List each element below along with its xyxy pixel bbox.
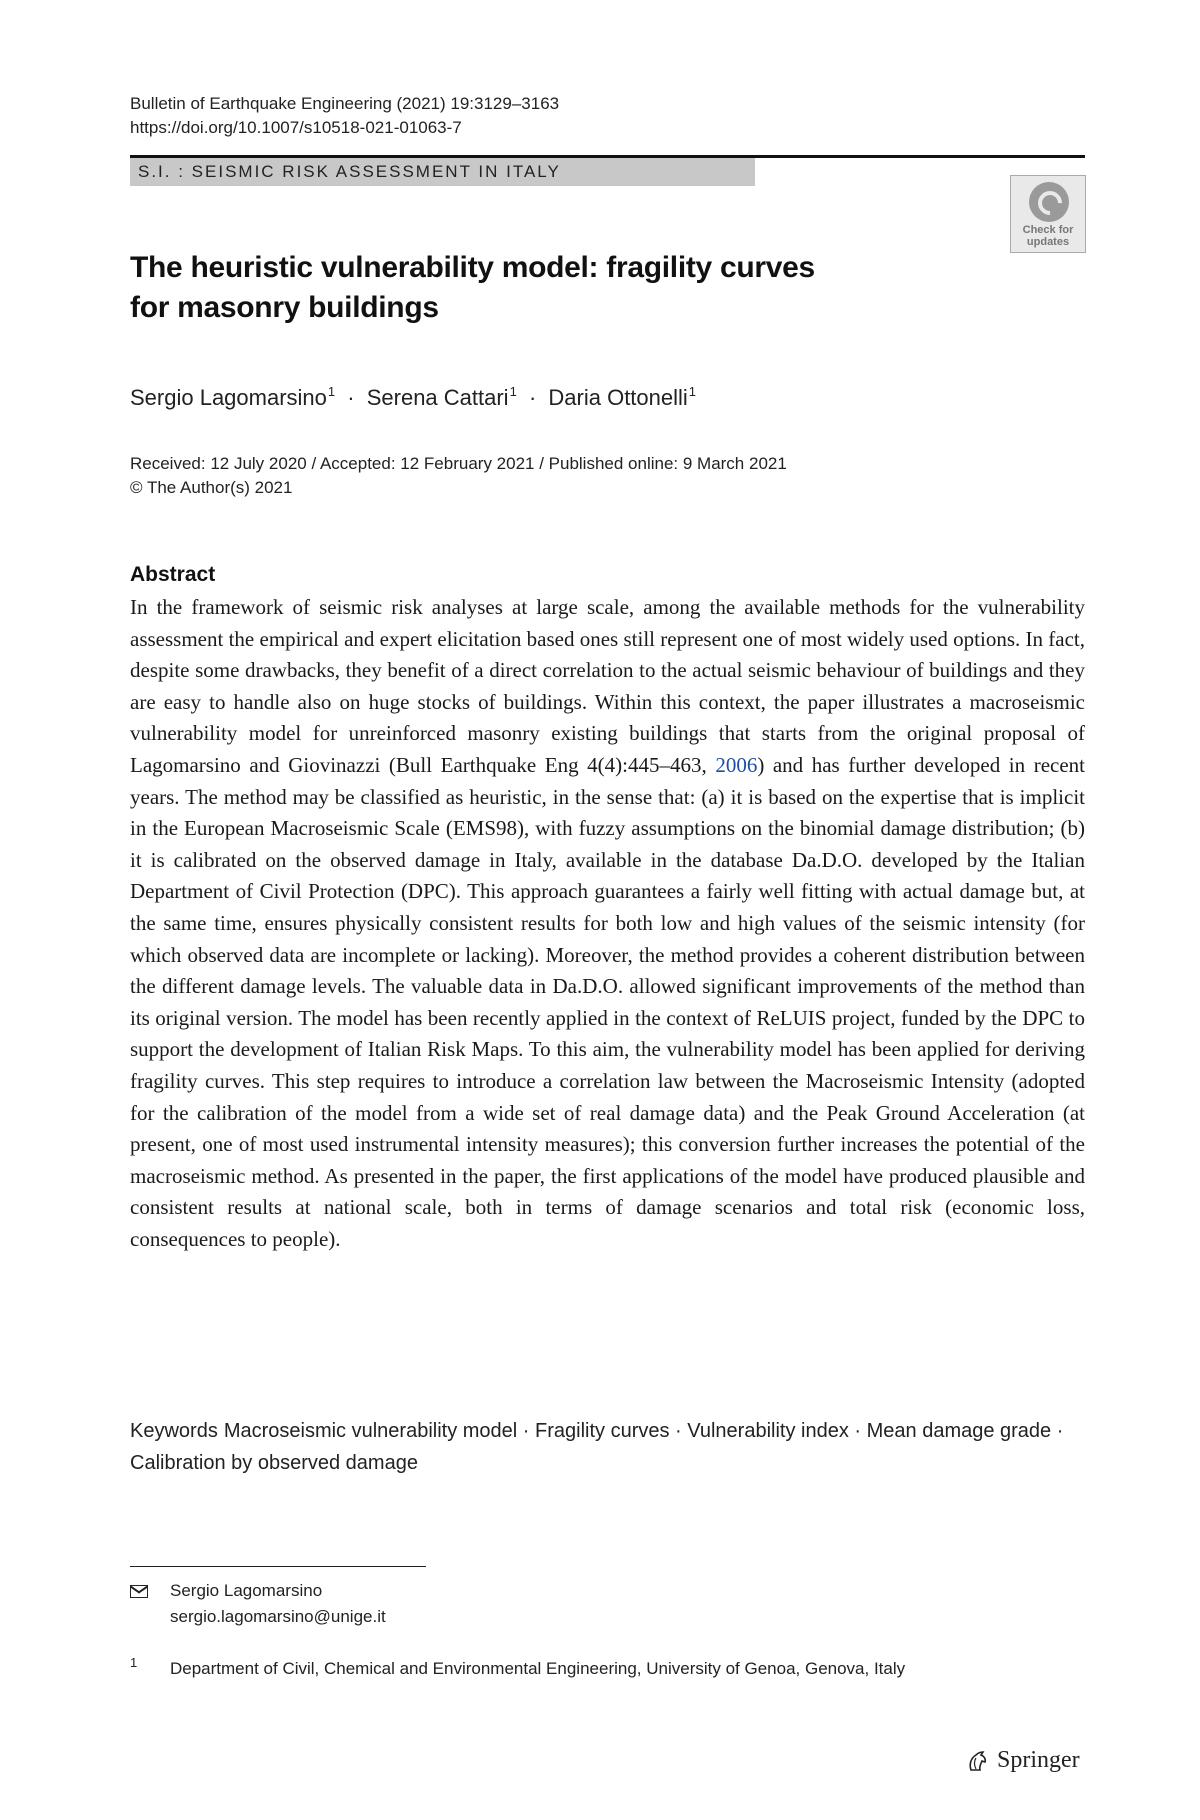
springer-horse-icon (965, 1748, 991, 1774)
journal-citation (130, 92, 559, 140)
affiliation-text: Department of Civil, Chemical and Environmental Engineering, University of Genoa, Genova, Italy (170, 1659, 906, 1678)
keywords-section (130, 1415, 1085, 1479)
corresponding-author-email[interactable]: sergio.lagomarsino@unige.it (170, 1607, 386, 1626)
affiliation-number: 1 (130, 1655, 138, 1670)
crossmark-icon (1029, 182, 1069, 222)
author-separator: · (347, 385, 355, 410)
abstract-text-part1: In the framework of seismic risk analyses at large scale, among the available methods for the vulnerability assessment the empirical and expert elicitation based ones still represent one of most widely used options. In fact, despite some drawbacks, they benefit of a direct correlation to the actual seismic behaviour of buildings and they are easy to handle also on huge stocks of buildings. Within this context, the paper illustrates a macroseismic vulnerability model for unreinforced masonry existing buildings that starts from the original proposal of Lagomarsino and Giovinazzi (Bull Earthquake Eng 4(4):445–463, (130, 595, 1085, 777)
keywords-label: Keywords (130, 1420, 218, 1442)
author-affiliation-mark: 1 (327, 384, 336, 399)
author-list (130, 377, 696, 413)
abstract-body (130, 592, 1085, 1255)
publisher-logo (965, 1747, 1080, 1774)
publication-dates: Received: 12 July 2020 / Accepted: 12 February 2021 / Published online: 9 March 2021 (130, 454, 787, 473)
author-name[interactable]: Serena Cattari (366, 385, 509, 410)
publisher-name: Springer (997, 1747, 1080, 1773)
keywords-list: Macroseismic vulnerability model · Fragility curves · Vulnerability index · Mean damage grade · Calibration by observed damage (130, 1420, 1064, 1474)
doi-link[interactable]: https://doi.org/10.1007/s10518-021-01063-7 (130, 118, 462, 137)
check-for-updates-badge[interactable] (1010, 175, 1086, 253)
author-affiliation-mark: 1 (688, 384, 697, 399)
abstract-heading: Abstract (130, 563, 216, 586)
abstract-text-part2: ) and has further developed in recent years. The method may be classified as heuristic, in the sense that: (a) it is based on the expertise that is implicit in the European Macroseismic Scale (EMS98), with fuzzy assumptions on the binomial damage distribution; (b) it is calibrated on the observed damage in Italy, available in the database Da.D.O. developed by the Italian Department of Civil Protection (DPC). This approach guarantees a fairly well fitting with actual damage but, at the same time, ensures physically consistent results for both low and high values of the seismic intensity (for which observed data are incomplete or lacking). Moreover, the method provides a coherent distribution between the different damage levels. The valuable data in Da.D.O. allowed significant improvements of the method than its original version. The model has been recently applied in the context of ReLUIS project, funded by the DPC to support the development of Italian Risk Maps. To this aim, the vulnerability model has been applied for deriving fragility curves. This step requires to introduce a correlation law between the Macroseismic Intensity (adopted for the calibration of the model from a wide set of real damage data) and the Peak Ground Acceleration (at present, one of most used instrumental intensity measures); this conversion further increases the potential of the macroseismic method. As presented in the paper, the first applications of the model have produced plausible and consistent results at national scale, both in terms of damage scenarios and total risk (economic loss, consequences to people). (130, 752, 1085, 1251)
footnote-rule (130, 1566, 426, 1567)
citation-link[interactable]: 2006 (715, 752, 758, 777)
journal-volume-line: Bulletin of Earthquake Engineering (2021) 19:3129–3163 (130, 94, 560, 113)
article-title-line1: The heuristic vulnerability model: fragility curves (130, 251, 815, 284)
author-name[interactable]: Daria Ottonelli (548, 385, 688, 410)
special-issue-banner: S.I. : SEISMIC RISK ASSESSMENT IN ITALY (130, 158, 755, 186)
corresponding-author-name: Sergio Lagomarsino (170, 1581, 323, 1600)
crossmark-label: Check for updates (1022, 224, 1074, 248)
article-title-line2: for masonry buildings (130, 291, 439, 324)
author-affiliation-mark: 1 (509, 384, 517, 399)
copyright-line: © The Author(s) 2021 (130, 478, 293, 497)
author-name[interactable]: Sergio Lagomarsino (130, 385, 327, 410)
envelope-icon (130, 1585, 148, 1598)
author-separator: · (528, 385, 537, 410)
article-title (130, 248, 890, 328)
publication-history (130, 452, 787, 500)
corresponding-author (170, 1578, 386, 1630)
